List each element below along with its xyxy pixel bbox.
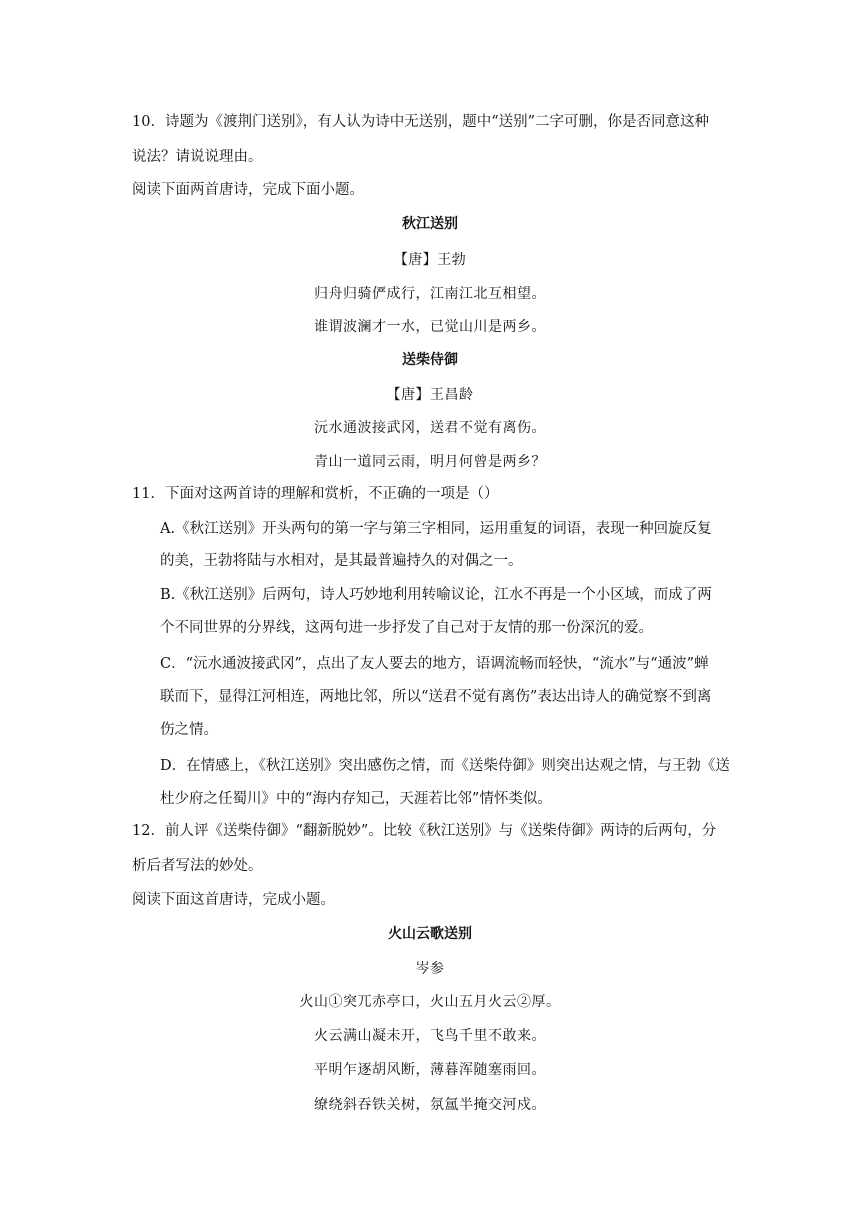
- question-10-line-1: 10．诗题为《渡荆门送别》，有人认为诗中无送别，题中“送别”二字可删，你是否同意这种: [132, 114, 710, 130]
- poem-3-line-2: 火云满山凝未开，飞鸟千里不敢来。: [314, 1028, 546, 1044]
- poem-3-line-4: 缭绕斜吞铁关树，氛氲半掩交河戍。: [314, 1097, 546, 1113]
- poem-1-line-1: 归舟归骑俨成行，江南江北互相望。: [314, 286, 546, 302]
- reading-instruction-1: 阅读下面两首唐诗，完成下面小题。: [132, 182, 364, 198]
- question-11-option-b-line-1: B.《秋江送别》后两句，诗人巧妙地利用转喻议论，江水不再是一个小区域，而成了两: [160, 587, 712, 603]
- question-11-option-c-line-1: C．“沅水通波接武冈”，点出了友人要去的地方，语调流畅而轻快，“流水”与“通波”蝉: [160, 656, 709, 672]
- poem-2-line-1: 沅水通波接武冈，送君不觉有离伤。: [314, 420, 546, 436]
- question-12-line-2: 析后者写法的妙处。: [132, 858, 263, 874]
- question-11-option-a-line-2: 的美，王勃将陆与水相对，是其最普遍持久的对偶之一。: [160, 553, 523, 569]
- question-11-option-a-line-1: A.《秋江送别》开头两句的第一字与第三字相同，运用重复的词语，表现一种回旋反复: [160, 521, 712, 537]
- poem-2-title: 送柴侍御: [402, 352, 458, 368]
- question-11-option-d-line-2: 杜少府之任蜀川》中的“海内存知己，天涯若比邻”情怀类似。: [160, 791, 552, 807]
- question-11-option-c-line-3: 伤之情。: [160, 722, 218, 738]
- poem-3-line-3: 平明乍逐胡风断，薄暮浑随塞雨回。: [314, 1062, 546, 1078]
- poem-2-author: 【唐】王昌龄: [386, 387, 474, 403]
- poem-1-author: 【唐】王勃: [393, 252, 467, 268]
- poem-3-author: 岑参: [415, 961, 445, 977]
- question-12-line-1: 12．前人评《送柴侍御》“翻新脱妙”。比较《秋江送别》与《送柴侍御》两诗的后两句，分: [132, 823, 717, 839]
- poem-3-title: 火山云歌送别: [388, 926, 472, 942]
- question-10-line-2: 说法？请说说理由。: [132, 149, 263, 165]
- poem-1-line-2: 谁谓波澜才一水，已觉山川是两乡。: [314, 319, 546, 335]
- question-11-option-d-line-1: D．在情感上，《秋江送别》突出感伤之情，而《送柴侍御》则突出达观之情，与王勃《送: [160, 758, 730, 774]
- poem-3-line-1: 火山①突兀赤亭口，火山五月火云②厚。: [299, 994, 561, 1010]
- question-11-option-b-line-2: 个不同世界的分界线，这两句进一步抒发了自己对于友情的那一份深沉的爱。: [160, 620, 653, 636]
- question-11-option-c-line-2: 联而下，显得江河相连，两地比邻，所以“送君不觉有离伤”表达出诗人的确觉察不到离: [160, 689, 712, 705]
- poem-2-line-2: 青山一道同云雨，明月何曾是两乡？: [314, 454, 546, 470]
- question-11-stem: 11．下面对这两首诗的理解和赏析，不正确的一项是（）: [132, 486, 499, 502]
- poem-1-title: 秋江送别: [402, 216, 458, 232]
- reading-instruction-2: 阅读下面这首唐诗，完成小题。: [132, 892, 335, 908]
